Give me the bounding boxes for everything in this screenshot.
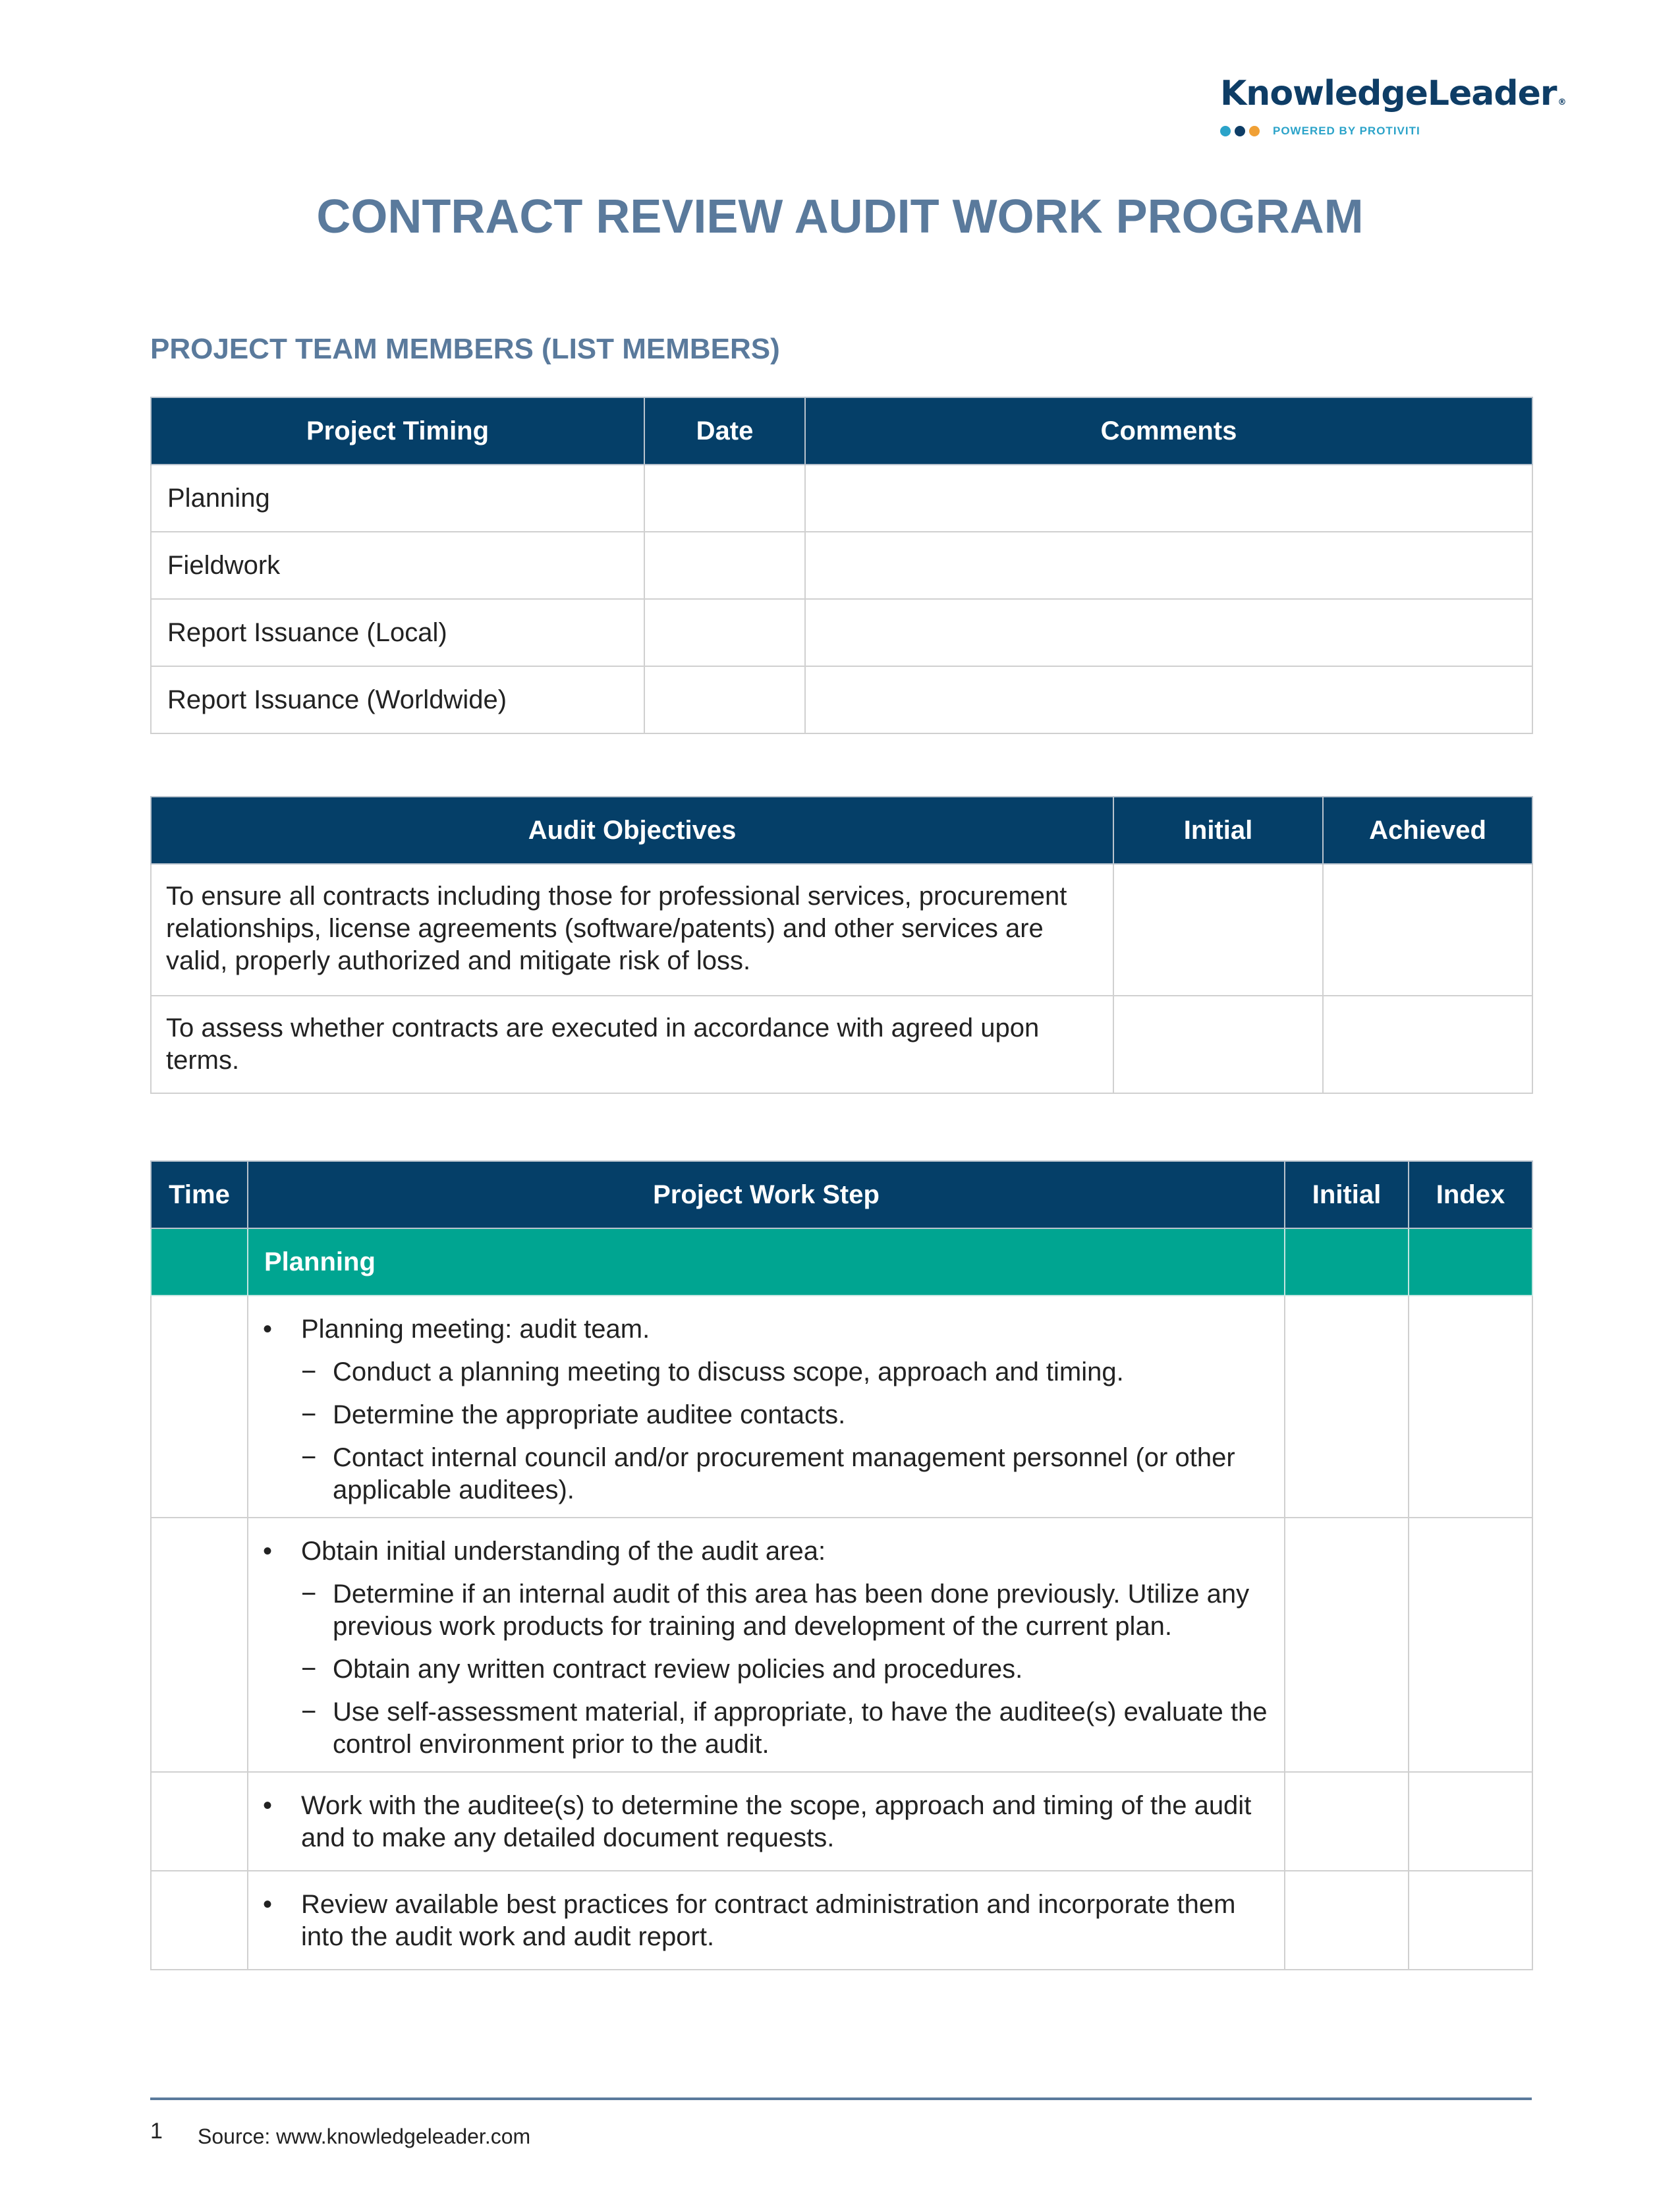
work-step-table xyxy=(150,1160,1533,1970)
work-step-subitem xyxy=(263,1696,1270,1761)
header-project-timing: Project Timing xyxy=(151,397,644,465)
brand-dot-3 xyxy=(1249,126,1260,136)
achieved-cell[interactable] xyxy=(1323,996,1532,1093)
work-step-text: Work with the auditee(s) to determine the scope, approach and timing of the audit and to make any detailed document requests. xyxy=(301,1791,1252,1852)
brand-tagline: POWERED BY PROTIVITI xyxy=(1273,125,1420,137)
page-number: 1 xyxy=(150,2119,163,2144)
bullet-marker: • xyxy=(263,1537,273,1566)
subitem-text: Contact internal council and/or procurement management personnel (or other applicable auditees). xyxy=(333,1443,1235,1504)
header-audit-objectives: Audit Objectives xyxy=(151,797,1113,864)
comments-cell[interactable] xyxy=(805,465,1532,532)
work-step-cell xyxy=(248,1518,1285,1772)
table-header-row xyxy=(151,1161,1532,1228)
dash-marker: − xyxy=(301,1698,317,1726)
work-step-subitem xyxy=(263,1399,1270,1431)
work-step-bullet xyxy=(263,1790,1270,1854)
work-step-text: Obtain initial understanding of the audit area: xyxy=(301,1537,826,1566)
work-step-text: Planning meeting: audit team. xyxy=(301,1315,650,1344)
index-cell[interactable] xyxy=(1409,1296,1532,1518)
objective-text: To ensure all contracts including those for professional services, procurement relationships, license agreements (software/patents) and other services are valid, properly authorized and mitigate risk of loss. xyxy=(151,864,1113,996)
date-cell[interactable] xyxy=(644,599,805,666)
work-step-subitem xyxy=(263,1442,1270,1506)
subitem-text: Determine if an internal audit of this area has been done previously. Utilize any previous work products for training and development of the current plan. xyxy=(333,1580,1250,1641)
subitem-text: Obtain any written contract review policies and procedures. xyxy=(333,1655,1023,1684)
work-step-subitem xyxy=(263,1356,1270,1388)
index-cell xyxy=(1409,1228,1532,1296)
subitem-text: Conduct a planning meeting to discuss scope, approach and timing. xyxy=(333,1357,1124,1386)
brand-logo xyxy=(1220,72,1566,115)
comments-cell[interactable] xyxy=(805,666,1532,733)
bullet-marker: • xyxy=(263,1315,273,1344)
table-header-row xyxy=(151,397,1532,465)
page-title: CONTRACT REVIEW AUDIT WORK PROGRAM xyxy=(316,190,1364,243)
header-index: Index xyxy=(1409,1161,1532,1228)
dash-marker: − xyxy=(301,1443,317,1472)
timing-label: Planning xyxy=(151,465,644,532)
work-step-text: Review available best practices for contract administration and incorporate them into the audit work and audit report. xyxy=(301,1890,1236,1951)
work-step-row xyxy=(151,1772,1532,1871)
initial-cell[interactable] xyxy=(1285,1871,1409,1970)
dash-marker: − xyxy=(301,1400,317,1429)
work-step-row xyxy=(151,1871,1532,1970)
brand-dot-2 xyxy=(1235,126,1245,136)
timing-label: Report Issuance (Local) xyxy=(151,599,644,666)
time-cell[interactable] xyxy=(151,1296,248,1518)
table-row xyxy=(151,666,1532,733)
comments-cell[interactable] xyxy=(805,532,1532,599)
footer-divider xyxy=(150,2097,1532,2100)
date-cell[interactable] xyxy=(644,532,805,599)
table-row xyxy=(151,599,1532,666)
work-step-bullet xyxy=(263,1313,1270,1346)
header-initial: Initial xyxy=(1285,1161,1409,1228)
time-cell[interactable] xyxy=(151,1772,248,1871)
initial-cell[interactable] xyxy=(1113,996,1323,1093)
bullet-marker: • xyxy=(263,1890,273,1919)
work-step-cell xyxy=(248,1296,1285,1518)
source-note: Source: www.knowledgeleader.com xyxy=(198,2125,531,2148)
dash-marker: − xyxy=(301,1655,317,1684)
brand-dot-1 xyxy=(1220,126,1231,136)
comments-cell[interactable] xyxy=(805,599,1532,666)
phase-label: Planning xyxy=(248,1228,1285,1296)
index-cell[interactable] xyxy=(1409,1518,1532,1772)
header-achieved: Achieved xyxy=(1323,797,1532,864)
initial-cell[interactable] xyxy=(1113,864,1323,996)
table-row xyxy=(151,864,1532,996)
initial-cell[interactable] xyxy=(1285,1296,1409,1518)
work-step-cell xyxy=(248,1772,1285,1871)
date-cell[interactable] xyxy=(644,465,805,532)
work-step-subitem xyxy=(263,1653,1270,1686)
time-cell[interactable] xyxy=(151,1518,248,1772)
objective-text: To assess whether contracts are executed in accordance with agreed upon terms. xyxy=(151,996,1113,1093)
table-row xyxy=(151,532,1532,599)
work-step-cell xyxy=(248,1871,1285,1970)
initial-cell xyxy=(1285,1228,1409,1296)
index-cell[interactable] xyxy=(1409,1772,1532,1871)
time-cell xyxy=(151,1228,248,1296)
initial-cell[interactable] xyxy=(1285,1772,1409,1871)
work-step-row xyxy=(151,1518,1532,1772)
date-cell[interactable] xyxy=(644,666,805,733)
table-header-row xyxy=(151,797,1532,864)
work-step-row xyxy=(151,1296,1532,1518)
table-row xyxy=(151,465,1532,532)
header-initial: Initial xyxy=(1113,797,1323,864)
bullet-marker: • xyxy=(263,1791,273,1820)
timing-label: Report Issuance (Worldwide) xyxy=(151,666,644,733)
dash-marker: − xyxy=(301,1357,317,1386)
brand-name: KnowledgeLeader xyxy=(1220,74,1557,113)
subitem-text: Use self-assessment material, if appropriate, to have the auditee(s) evaluate the control environment prior to the audit. xyxy=(333,1698,1268,1759)
index-cell[interactable] xyxy=(1409,1871,1532,1970)
phase-row-planning xyxy=(151,1228,1532,1296)
header-project-work-step: Project Work Step xyxy=(248,1161,1285,1228)
header-date: Date xyxy=(644,397,805,465)
header-comments: Comments xyxy=(805,397,1532,465)
work-step-subitem xyxy=(263,1578,1270,1643)
initial-cell[interactable] xyxy=(1285,1518,1409,1772)
time-cell[interactable] xyxy=(151,1871,248,1970)
subitem-text: Determine the appropriate auditee contacts. xyxy=(333,1400,846,1429)
section-heading: PROJECT TEAM MEMBERS (LIST MEMBERS) xyxy=(150,333,780,365)
work-step-bullet xyxy=(263,1889,1270,1953)
dash-marker: − xyxy=(301,1580,317,1609)
audit-objectives-table xyxy=(150,796,1533,1094)
work-step-bullet xyxy=(263,1535,1270,1568)
header-time: Time xyxy=(151,1161,248,1228)
achieved-cell[interactable] xyxy=(1323,864,1532,996)
registered-mark: ® xyxy=(1557,98,1566,107)
project-timing-table xyxy=(150,397,1533,734)
table-row xyxy=(151,996,1532,1093)
timing-label: Fieldwork xyxy=(151,532,644,599)
